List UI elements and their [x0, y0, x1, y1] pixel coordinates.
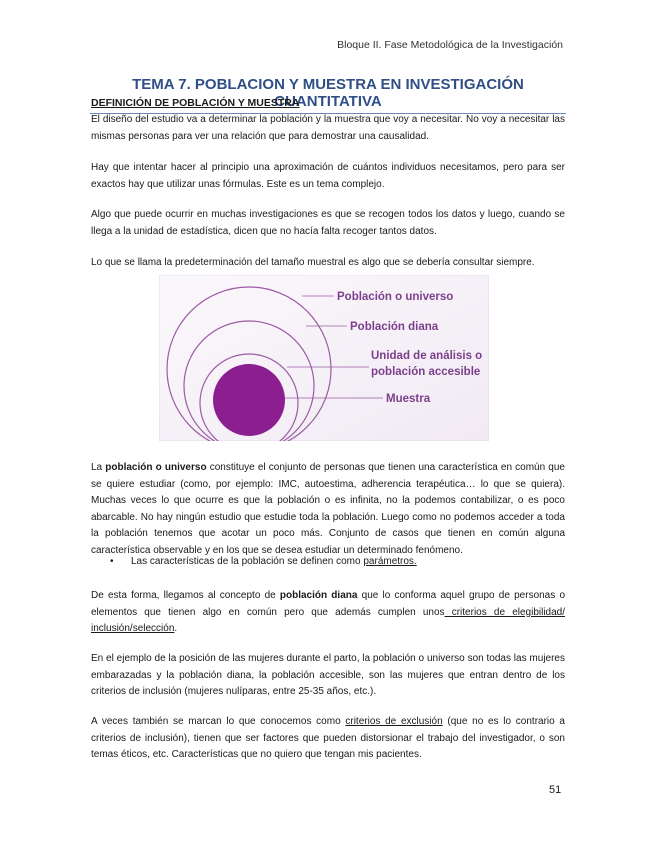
paragraph-1: El diseño del estudio va a determinar la población y la muestra que voy a necesitar. No voy a necesitar las mismas personas para ver una relación que para demostrar una causalidad.	[91, 114, 565, 142]
label-unit-line1: Unidad de análisis o	[371, 350, 483, 362]
paragraph-5	[91, 460, 565, 559]
label-unit-line2: población accesible	[371, 366, 481, 378]
paragraph-6	[91, 588, 565, 638]
term-parameters: parámetros.	[363, 556, 417, 567]
term-exclusion-criteria: criterios de exclusión	[345, 716, 443, 727]
section-subheading: DEFINICIÓN DE POBLACIÓN Y MUESTRA	[91, 97, 300, 109]
term-target-population: población diana	[279, 590, 358, 601]
header-section: Bloque II. Fase Metodológica de la Investigación	[337, 39, 563, 51]
p5-pre: La	[91, 462, 106, 473]
term-population-universe: población o universo	[105, 462, 207, 473]
population-diagram	[159, 275, 489, 441]
page-title: TEMA 7. POBLACION Y MUESTRA EN INVESTIGACIÓN CUANTITATIVA	[90, 76, 566, 114]
p6-end: .	[174, 623, 178, 634]
label-target: Población diana	[350, 321, 439, 333]
p6-mid: que lo conforma aquel grupo de personas o elementos que tienen algo en común pero que además cumplen unos	[91, 590, 566, 618]
paragraph-7: En el ejemplo de la posición de las mujeres durante el parto, la población o universo son todas las mujeres embarazadas y la población diana, la población accesible, son las mujeres que entran dentro de los criterios de inclusión (mujeres nulíparas, entre 25-35 años, etc.).	[91, 653, 565, 697]
p5-post: constituye el conjunto de personas que tienen una característica en común que se quiere estudiar (como, por ejemplo: IMC, autoestima, adherencia terapéutica… lo que se quiera). Muchas veces lo que ocurre es que la población o es infinita, no la podemos contabilizar, o es poco abarcable. No hay ningún estudio que estudie toda la población. Luego como no podemos acceder a toda la población tenemos que acotar un poco más. Conjunto de casos que tienen en común alguna característica observable y en los que se desea estudiar un determinado fenómeno.	[91, 462, 565, 556]
page-number: 51	[549, 784, 562, 796]
paragraph-3: Algo que puede ocurrir en muchas investigaciones es que se recogen todos los datos y luego, cuando se llega a la unidad de estadística, dicen que no hacía falta recoger tantos datos.	[91, 209, 565, 237]
paragraph-2: Hay que intentar hacer al principio una aproximación de cuántos individuos necesitamos, pero para ser exactos hay que utilizar unas fórmulas. Este es un tema complejo.	[91, 162, 565, 190]
bullet-item	[131, 556, 417, 567]
bullet-text: Las características de la población se definen como	[131, 556, 364, 567]
term-eligibility-criteria: criterios de elegibilidad/ inclusión/selección	[91, 606, 566, 634]
label-sample: Muestra	[386, 393, 431, 405]
paragraph-8	[91, 714, 565, 764]
bullet-marker: •	[110, 556, 114, 567]
label-universe: Población o universo	[337, 291, 454, 303]
p8-post: (que no es lo contrario a criterios de inclusión), tienen que ser factores que pueden distorsionar el trabajo del investigador, o son temas éticos, etc. Características que no quiero que tengan mis pacientes.	[91, 716, 565, 760]
circle-sample	[213, 364, 285, 436]
p8-pre: A veces también se marcan lo que conocemos como	[91, 716, 346, 727]
p6-pre: De esta forma, llegamos al concepto de	[91, 590, 280, 601]
paragraph-4: Lo que se llama la predeterminación del tamaño muestral es algo que se debería consultar siempre.	[91, 257, 535, 268]
